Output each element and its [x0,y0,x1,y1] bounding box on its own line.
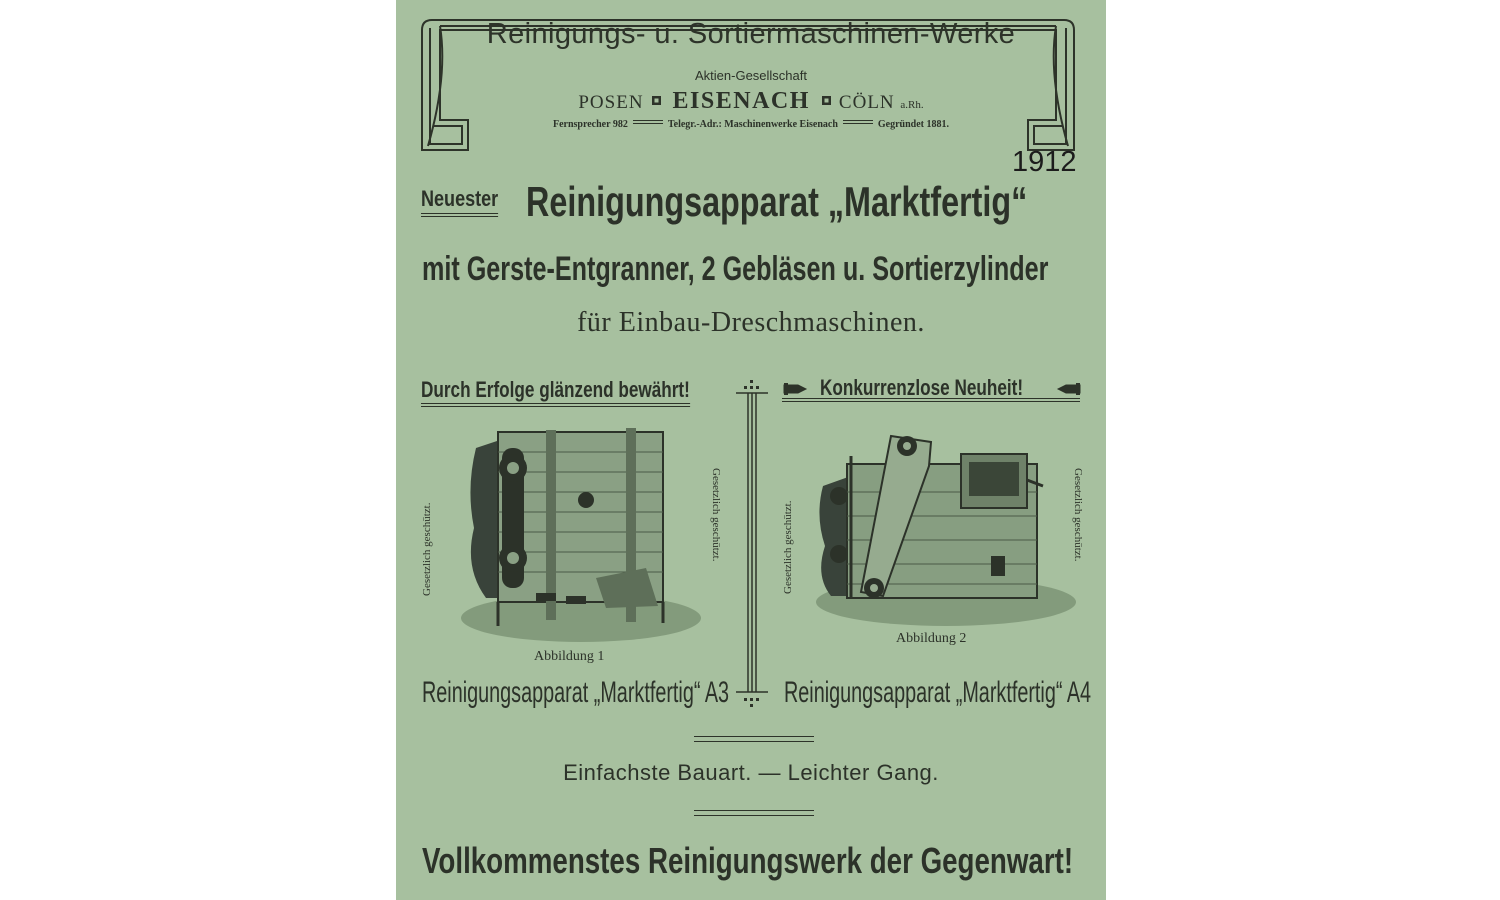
divider [843,120,873,124]
phone-number: Fernsprecher 982 [552,119,628,130]
square-bullet-icon [652,96,661,105]
slogan-right: Konkurrenzlose Neuheit! [820,375,1024,400]
double-rule-top [694,736,814,742]
city-eisenach: EISENACH [672,88,810,114]
protection-note-right-b: Gesetzlich geschützt. [1072,468,1084,562]
year-label: 1912 [1012,146,1077,178]
features-text: Einfachste Bauart. — Leichter Gang. [563,760,939,785]
model-a4-label: Reinigungsapparat „Marktfertig“ A4 [784,676,1092,709]
slogan-right-underline [782,398,1080,402]
double-rule-bottom [694,810,814,816]
city-coeln-suffix: a.Rh. [900,99,924,111]
company-form: Aktien-Gesellschaft [695,68,807,83]
city-line [396,88,1106,115]
city-coeln: CÖLN [838,92,895,113]
telegram-address: Telegr.-Adr.: Maschinenwerke Eisenach [667,119,838,130]
headline-purpose: für Einbau-Dreschmaschinen. [577,307,925,338]
advertisement-sheet [396,0,1106,900]
founded-year: Gegründet 1881. [877,119,949,130]
protection-note-left-a: Gesetzlich geschützt. [421,502,433,596]
pointing-hand-right-icon [782,381,808,397]
protection-note-right-a: Gesetzlich geschützt. [782,500,794,594]
divider [633,120,663,124]
city-posen: POSEN [578,92,644,113]
square-bullet-icon [822,96,831,105]
pointing-hand-left-icon [1056,381,1082,397]
machine-a4-illustration [811,416,1081,626]
center-divider-ornament [734,378,770,714]
figure-1-caption: Abbildung 1 [534,649,605,664]
machine-a3-illustration [446,418,701,646]
headline-prefix: Neuester [421,186,498,217]
protection-note-left-b: Gesetzlich geschützt. [710,468,722,562]
headline-title: Reinigungsapparat „Marktfertig“ [526,178,1028,225]
slogan-left: Durch Erfolge glänzend bewährt! [421,377,690,407]
firm-name: Reinigungs- u. Sortiermaschinen-Werke [486,18,1016,50]
headline-subtitle: mit Gerste-Entgranner, 2 Gebläsen u. Sortierzylinder [422,250,1049,288]
figure-2-caption: Abbildung 2 [896,631,967,646]
contact-line [396,119,1106,130]
model-a3-label: Reinigungsapparat „Marktfertig“ A3 [422,676,730,709]
closing-slogan: Vollkommenstes Reinigungswerk der Gegenwart! [422,840,1074,881]
